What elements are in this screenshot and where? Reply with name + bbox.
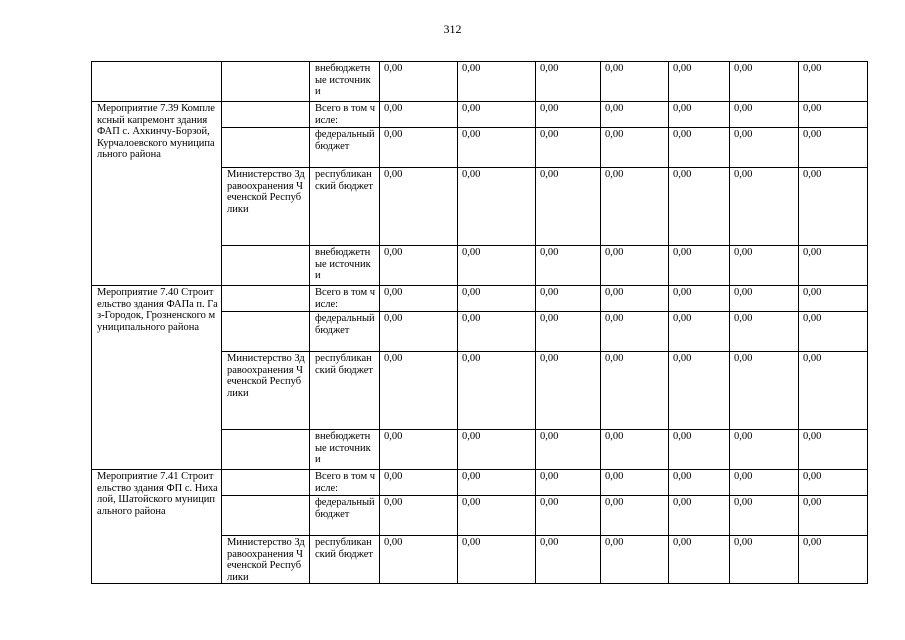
value-cell: 0,00 (536, 102, 601, 128)
value-cell: 0,00 (799, 312, 868, 352)
value-cell: 0,00 (730, 62, 799, 102)
responsible-cell (222, 470, 310, 496)
value-cell: 0,00 (730, 430, 799, 470)
value-cell: 0,00 (536, 62, 601, 102)
value-cell: 0,00 (458, 168, 536, 246)
value-cell: 0,00 (380, 168, 458, 246)
value-cell: 0,00 (536, 128, 601, 168)
responsible-cell: Министерство Здравоохранения Чеченской Республики (222, 168, 310, 246)
value-cell: 0,00 (601, 168, 669, 246)
page-number: 312 (443, 22, 462, 36)
value-cell: 0,00 (380, 128, 458, 168)
value-cell: 0,00 (536, 168, 601, 246)
table-row (92, 62, 868, 102)
value-cell: 0,00 (799, 496, 868, 536)
value-cell: 0,00 (458, 286, 536, 312)
value-cell: 0,00 (380, 470, 458, 496)
value-cell: 0,00 (380, 312, 458, 352)
responsible-cell (222, 496, 310, 536)
source-cell: Всего в том числе: (310, 286, 380, 312)
value-cell: 0,00 (669, 128, 730, 168)
value-cell: 0,00 (601, 312, 669, 352)
value-cell: 0,00 (669, 286, 730, 312)
responsible-cell: Министерство Здравоохранения Чеченской Республики (222, 536, 310, 584)
table-row (92, 470, 868, 496)
value-cell: 0,00 (601, 246, 669, 286)
value-cell: 0,00 (799, 352, 868, 430)
value-cell: 0,00 (730, 352, 799, 430)
value-cell: 0,00 (380, 496, 458, 536)
value-cell: 0,00 (730, 312, 799, 352)
value-cell: 0,00 (536, 286, 601, 312)
value-cell: 0,00 (669, 496, 730, 536)
value-cell: 0,00 (730, 128, 799, 168)
value-cell: 0,00 (669, 62, 730, 102)
value-cell: 0,00 (536, 430, 601, 470)
responsible-cell (222, 430, 310, 470)
value-cell: 0,00 (458, 246, 536, 286)
activity-name: Мероприятие 7.39 Комплексный капремонт здания ФАП с. Ахкинчу-Борзой, Курчалоевского муниципального района (92, 102, 222, 286)
value-cell: 0,00 (601, 102, 669, 128)
source-cell: Всего в том числе: (310, 102, 380, 128)
value-cell: 0,00 (799, 246, 868, 286)
value-cell: 0,00 (536, 246, 601, 286)
value-cell: 0,00 (669, 312, 730, 352)
value-cell: 0,00 (458, 470, 536, 496)
value-cell: 0,00 (536, 536, 601, 584)
value-cell: 0,00 (601, 470, 669, 496)
value-cell: 0,00 (799, 128, 868, 168)
value-cell: 0,00 (669, 470, 730, 496)
source-cell: федеральный бюджет (310, 496, 380, 536)
value-cell: 0,00 (536, 312, 601, 352)
value-cell: 0,00 (458, 312, 536, 352)
value-cell: 0,00 (669, 246, 730, 286)
value-cell: 0,00 (669, 352, 730, 430)
value-cell: 0,00 (380, 102, 458, 128)
value-cell: 0,00 (730, 102, 799, 128)
value-cell: 0,00 (380, 352, 458, 430)
value-cell: 0,00 (730, 536, 799, 584)
source-cell: республиканский бюджет (310, 168, 380, 246)
value-cell: 0,00 (536, 470, 601, 496)
value-cell: 0,00 (536, 496, 601, 536)
budget-table (91, 61, 868, 584)
source-cell: федеральный бюджет (310, 128, 380, 168)
source-cell: Всего в том числе: (310, 470, 380, 496)
value-cell: 0,00 (601, 536, 669, 584)
value-cell: 0,00 (669, 536, 730, 584)
value-cell: 0,00 (669, 102, 730, 128)
value-cell: 0,00 (601, 128, 669, 168)
value-cell: 0,00 (730, 246, 799, 286)
value-cell: 0,00 (458, 102, 536, 128)
value-cell: 0,00 (458, 430, 536, 470)
value-cell: 0,00 (730, 470, 799, 496)
value-cell: 0,00 (536, 352, 601, 430)
value-cell: 0,00 (669, 430, 730, 470)
value-cell: 0,00 (799, 536, 868, 584)
value-cell: 0,00 (601, 286, 669, 312)
responsible-cell: Министерство Здравоохранения Чеченской Республики (222, 352, 310, 430)
source-cell: республиканский бюджет (310, 352, 380, 430)
value-cell: 0,00 (799, 168, 868, 246)
value-cell: 0,00 (458, 62, 536, 102)
source-cell: внебюджетные источники (310, 430, 380, 470)
value-cell: 0,00 (458, 496, 536, 536)
table-row (92, 286, 868, 312)
table-row (92, 102, 868, 128)
source-cell: внебюджетные источники (310, 62, 380, 102)
value-cell: 0,00 (799, 430, 868, 470)
responsible-cell (222, 286, 310, 312)
value-cell: 0,00 (730, 496, 799, 536)
value-cell: 0,00 (380, 430, 458, 470)
value-cell: 0,00 (380, 286, 458, 312)
value-cell: 0,00 (730, 168, 799, 246)
value-cell: 0,00 (601, 62, 669, 102)
responsible-cell (222, 102, 310, 128)
value-cell: 0,00 (601, 496, 669, 536)
source-cell: внебюджетные источники (310, 246, 380, 286)
value-cell: 0,00 (380, 536, 458, 584)
value-cell: 0,00 (380, 246, 458, 286)
activity-name: Мероприятие 7.40 Строительство здания ФАПа п. Газ-Городок, Грозненского муниципального района (92, 286, 222, 470)
activity-name: Мероприятие 7.41 Строительство здания ФП с. Нихалой, Шатойского муниципального района (92, 470, 222, 584)
value-cell: 0,00 (799, 102, 868, 128)
activity-cell (92, 62, 222, 102)
value-cell: 0,00 (380, 62, 458, 102)
value-cell: 0,00 (458, 352, 536, 430)
responsible-cell (222, 246, 310, 286)
value-cell: 0,00 (458, 128, 536, 168)
value-cell: 0,00 (669, 168, 730, 246)
value-cell: 0,00 (730, 286, 799, 312)
responsible-cell (222, 312, 310, 352)
value-cell: 0,00 (799, 62, 868, 102)
value-cell: 0,00 (799, 286, 868, 312)
value-cell: 0,00 (799, 470, 868, 496)
value-cell: 0,00 (601, 430, 669, 470)
responsible-cell (222, 62, 310, 102)
source-cell: республиканский бюджет (310, 536, 380, 584)
source-cell: федеральный бюджет (310, 312, 380, 352)
responsible-cell (222, 128, 310, 168)
value-cell: 0,00 (601, 352, 669, 430)
value-cell: 0,00 (458, 536, 536, 584)
